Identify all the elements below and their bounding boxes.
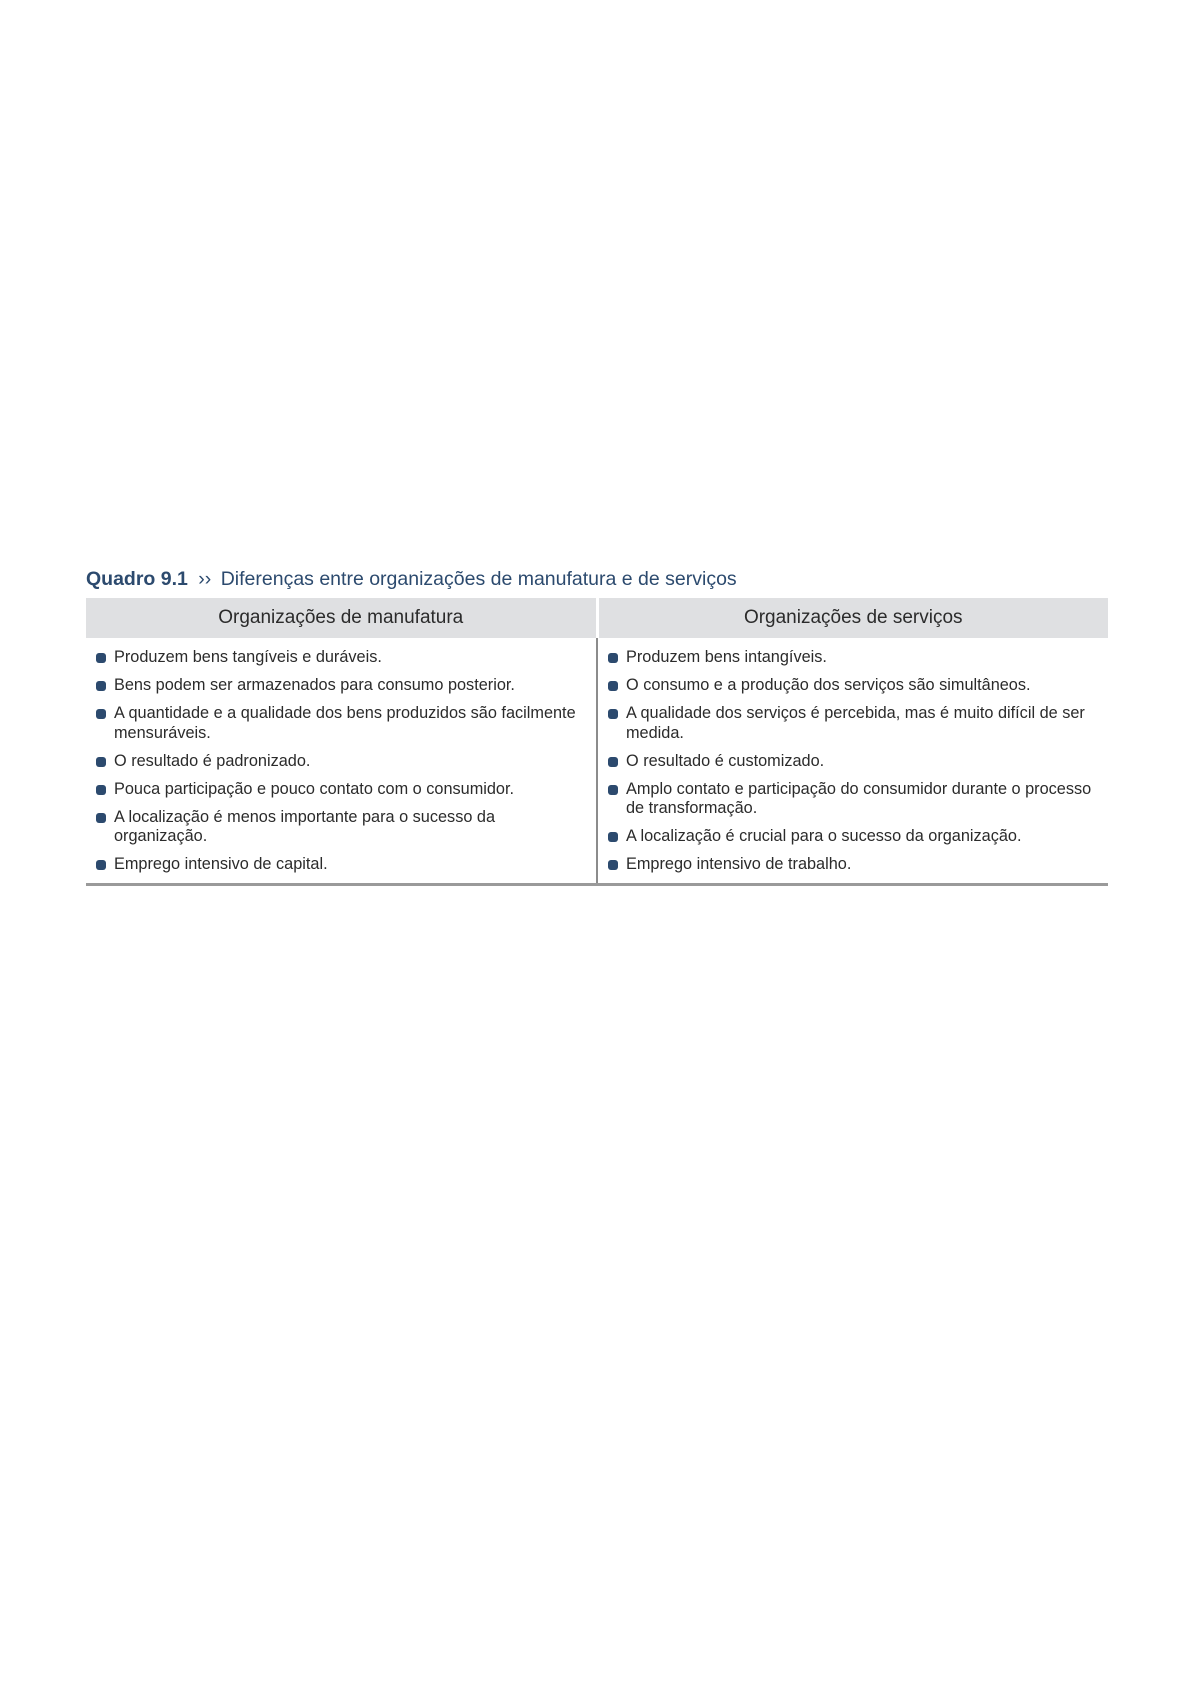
servicos-list xyxy=(608,648,1098,875)
square-bullet-icon xyxy=(96,653,106,663)
list-item xyxy=(96,780,586,800)
list-item xyxy=(608,704,1098,743)
caption-text: Diferenças entre organizações de manufatura e de serviços xyxy=(220,568,737,590)
list-item-text: Produzem bens intangíveis. xyxy=(626,648,827,666)
list-item-text: Bens podem ser armazenados para consumo posterior. xyxy=(114,676,515,694)
list-item-text: A qualidade dos serviços é percebida, mas é muito difícil de ser medida. xyxy=(626,704,1085,742)
square-bullet-icon xyxy=(608,653,618,663)
square-bullet-icon xyxy=(96,709,106,719)
list-item xyxy=(608,676,1098,696)
list-item xyxy=(608,648,1098,668)
list-item xyxy=(96,808,586,847)
square-bullet-icon xyxy=(96,813,106,823)
list-item-text: Pouca participação e pouco contato com o consumidor. xyxy=(114,779,515,798)
column-servicos xyxy=(597,638,1108,884)
square-bullet-icon xyxy=(96,860,106,870)
list-item-text: O resultado é padronizado. xyxy=(114,751,311,770)
list-item-text: A quantidade e a qualidade dos bens produzidos são facilmente mensuráveis. xyxy=(114,704,576,742)
square-bullet-icon xyxy=(608,709,618,719)
list-item-text: Produzem bens tangíveis e duráveis. xyxy=(114,648,382,666)
caption-label: Quadro 9.1 xyxy=(86,568,188,590)
manufatura-list xyxy=(96,648,586,875)
table-header-row xyxy=(86,598,1108,638)
list-item xyxy=(608,752,1098,772)
caption-separator: ›› xyxy=(198,568,212,590)
square-bullet-icon xyxy=(96,785,106,795)
list-item xyxy=(96,648,586,668)
square-bullet-icon xyxy=(608,681,618,691)
square-bullet-icon xyxy=(608,860,618,870)
square-bullet-icon xyxy=(608,785,618,795)
list-item-text: A localização é crucial para o sucesso da organização. xyxy=(626,827,1022,845)
list-item xyxy=(96,704,586,743)
quadro-9-1 xyxy=(86,566,1108,886)
header-servicos: Organizações de serviços xyxy=(597,598,1108,638)
square-bullet-icon xyxy=(96,757,106,767)
column-manufatura xyxy=(86,638,597,884)
list-item-text: A localização é menos importante para o sucesso da organização. xyxy=(114,807,496,845)
list-item-text: Emprego intensivo de trabalho. xyxy=(626,855,852,873)
list-item-text: O consumo e a produção dos serviços são simultâneos. xyxy=(626,676,1031,694)
square-bullet-icon xyxy=(608,832,618,842)
list-item xyxy=(96,855,586,875)
header-manufatura: Organizações de manufatura xyxy=(86,598,597,638)
list-item-text: O resultado é customizado. xyxy=(626,751,825,770)
square-bullet-icon xyxy=(96,681,106,691)
list-item xyxy=(608,780,1098,819)
list-item xyxy=(96,752,586,772)
list-item-text: Emprego intensivo de capital. xyxy=(114,855,328,873)
table-body-row xyxy=(86,638,1108,884)
table-caption xyxy=(86,566,1108,592)
list-item xyxy=(608,855,1098,875)
comparison-table xyxy=(86,598,1108,886)
square-bullet-icon xyxy=(608,757,618,767)
list-item xyxy=(608,827,1098,847)
list-item xyxy=(96,676,586,696)
list-item-text: Amplo contato e participação do consumidor durante o processo de transformação. xyxy=(626,779,1092,817)
